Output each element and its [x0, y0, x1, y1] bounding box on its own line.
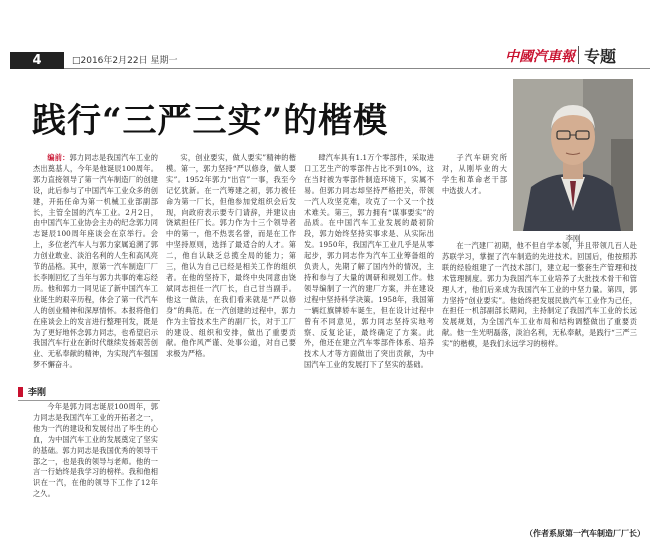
headline: 践行“三严三实”的楷模: [32, 101, 389, 141]
section-label: 专题: [584, 44, 616, 67]
photo-caption: 李刚: [565, 234, 581, 243]
page-number: 4: [10, 52, 64, 69]
column-1-text: 今年是郭力同志诞辰100周年，郭力同志是我国汽车工业的开拓者之一，他为一汽的建设和发展付出了毕生的心血，为中国汽车工业的发展奠定了坚实的基础。郭力同志是我国优秀的领导干部之一，也是我的领导与老师。他的一言一行始终是我学习的榜样。我和他相识在一汽，在他的领导下工作了12年之久。: [33, 402, 158, 499]
byline-name: 李刚: [28, 388, 47, 398]
byline-rule: [18, 400, 160, 401]
byline: [18, 385, 158, 399]
article-column-4: [442, 241, 637, 521]
issue-date: □2016年2月22日 星期一: [72, 56, 178, 66]
column-4-text: 在一汽建厂初期，他不但自学本领，并且带领几百人赴苏联学习，掌握了汽车制造的先进技术。回国后，他按照苏联的经验组建了一汽技术部门，建立起一整套生产管理和技术管理制度。郭力为我国汽车工业培养了大批技术骨干和管理人才，他们后来成为我国汽车工业的中坚力量。第四，郭力坚持“创业要实”。他始终把发展民族汽车工业作为己任，在担任一机部副部长期间，主持制定了我国汽车工业的长远发展规划，为全国汽车工业布局和结构调整做出了重要贡献。他一生光明磊落，淡泊名利，无私奉献，是践行“三严三实”的楷模，是我们永远学习的榜样。: [442, 241, 637, 349]
column-2-text: 实，创业要实，做人要实”精神的楷模。第一，郭力坚持“严以修身，做人要实”。1952年郭力“出官”一事，我至今记忆犹新。在一汽筹建之初，郭力被任命为第一厂长，但他参加党组织会后发现，向政府表示要专门请辞，并建议由饶斌担任厂长。郭力作为十三个领导者中的第一，他不热衷名誉，而是在工作中坚持原则，选择了最适合的人才。第二，他自认缺乏总揽全局的能力；第三，他认为自己已经是相关工作的组织者。在他的坚持下，最终中央同意由饶斌同志担任一汽厂长，自己甘当副手。他这一做法，在我们看来就是“严以修身”的典范。在一汽创建的过程中，郭力作为主管技术生产的副厂长，对于工厂的建设、组织和安排，做出了重要贡献。他作风严谨、处事公道，对自己要求极为严格。: [166, 153, 296, 359]
column-3-text: 肆汽车具有1.1万个零部件，采取进口工艺生产的零部件占比不到10%，这在当时被为零部件制造环境下，实属不易。但郭力同志却坚持严格把关，带领一汽人攻坚克难，攻克了一个又一个技术难关。第三，郭力拥有“谋事要实”的品质。在中国汽车工业发展的最初阶段，郭力始终坚持实事求是、从实际出发。1950年，我国汽车工业几乎是从零起步，郭力同志作为汽车工业筹备组的负责人，先期了解了国内外的情况，主持和参与了大量的调研和规划工作。他领导编制了一汽的建厂方案，并在建设过程中坚持科学决策。1958年，我国第一辆红旗牌轿车诞生，但在设计过程中曾有不同意见，郭力同志坚持实地考察、反复论证，最终确定了方案。此外，他还在建立汽车零部件体系、培养技术人才等方面做出了突出贡献，为中国汽车工业的发展打下了坚实的基础。: [304, 153, 434, 370]
author-note: （作者系原第一汽车制造厂厂长）: [525, 529, 645, 538]
header-rule: [64, 68, 650, 69]
portrait-photo: [513, 79, 633, 231]
portrait-image: [513, 79, 633, 231]
article-column-3: [304, 153, 434, 551]
byline-marker: [18, 387, 23, 397]
article-column-1: [33, 402, 158, 551]
editor-note: [33, 153, 158, 403]
article-column-2: [166, 153, 296, 551]
column-4-top-text: 子汽车研究所对，从刚毕业的大学生和革命老干部中选拔人才。: [442, 153, 507, 195]
newspaper-logo: 中國汽車報: [505, 49, 575, 65]
lead-label: 编前：: [47, 153, 70, 162]
lead-text: 郭力同志是我国汽车工业的杰出奠基人，今年是他诞辰100周年。郭力直接领导了第一汽车制造厂的创建设，此后参与了中国汽车工业众多的创建，开拓任命为第一机械工业部副部长，主管全国的汽车工业。2月2日，由中国汽车工业协会主办的纪念郭力同志诞辰100周年座谈会在京举行。会上，多位老汽车人与郭力家属追溯了郭力创业敢业、淡泊名利的人生和高风亮节的品格。其中，原第一汽车制造厂厂长李刚回忆了当年与郭力共事的难忘经历。他和郭力一同见证了新中国汽车工业诞生的艰辛历程，体会了第一代汽车人的创业精神和深厚情怀。本报将他们在座谈会上的发言进行整理刊发，既是为了更好地怀念郭力同志，也希望启示我国汽车行业在新时代继续发扬艰苦创业、无私奉献的精神，为实现汽车强国梦不懈奋斗。: [33, 153, 158, 370]
page-header: [0, 0, 650, 70]
article-column-4-top: [442, 153, 507, 241]
